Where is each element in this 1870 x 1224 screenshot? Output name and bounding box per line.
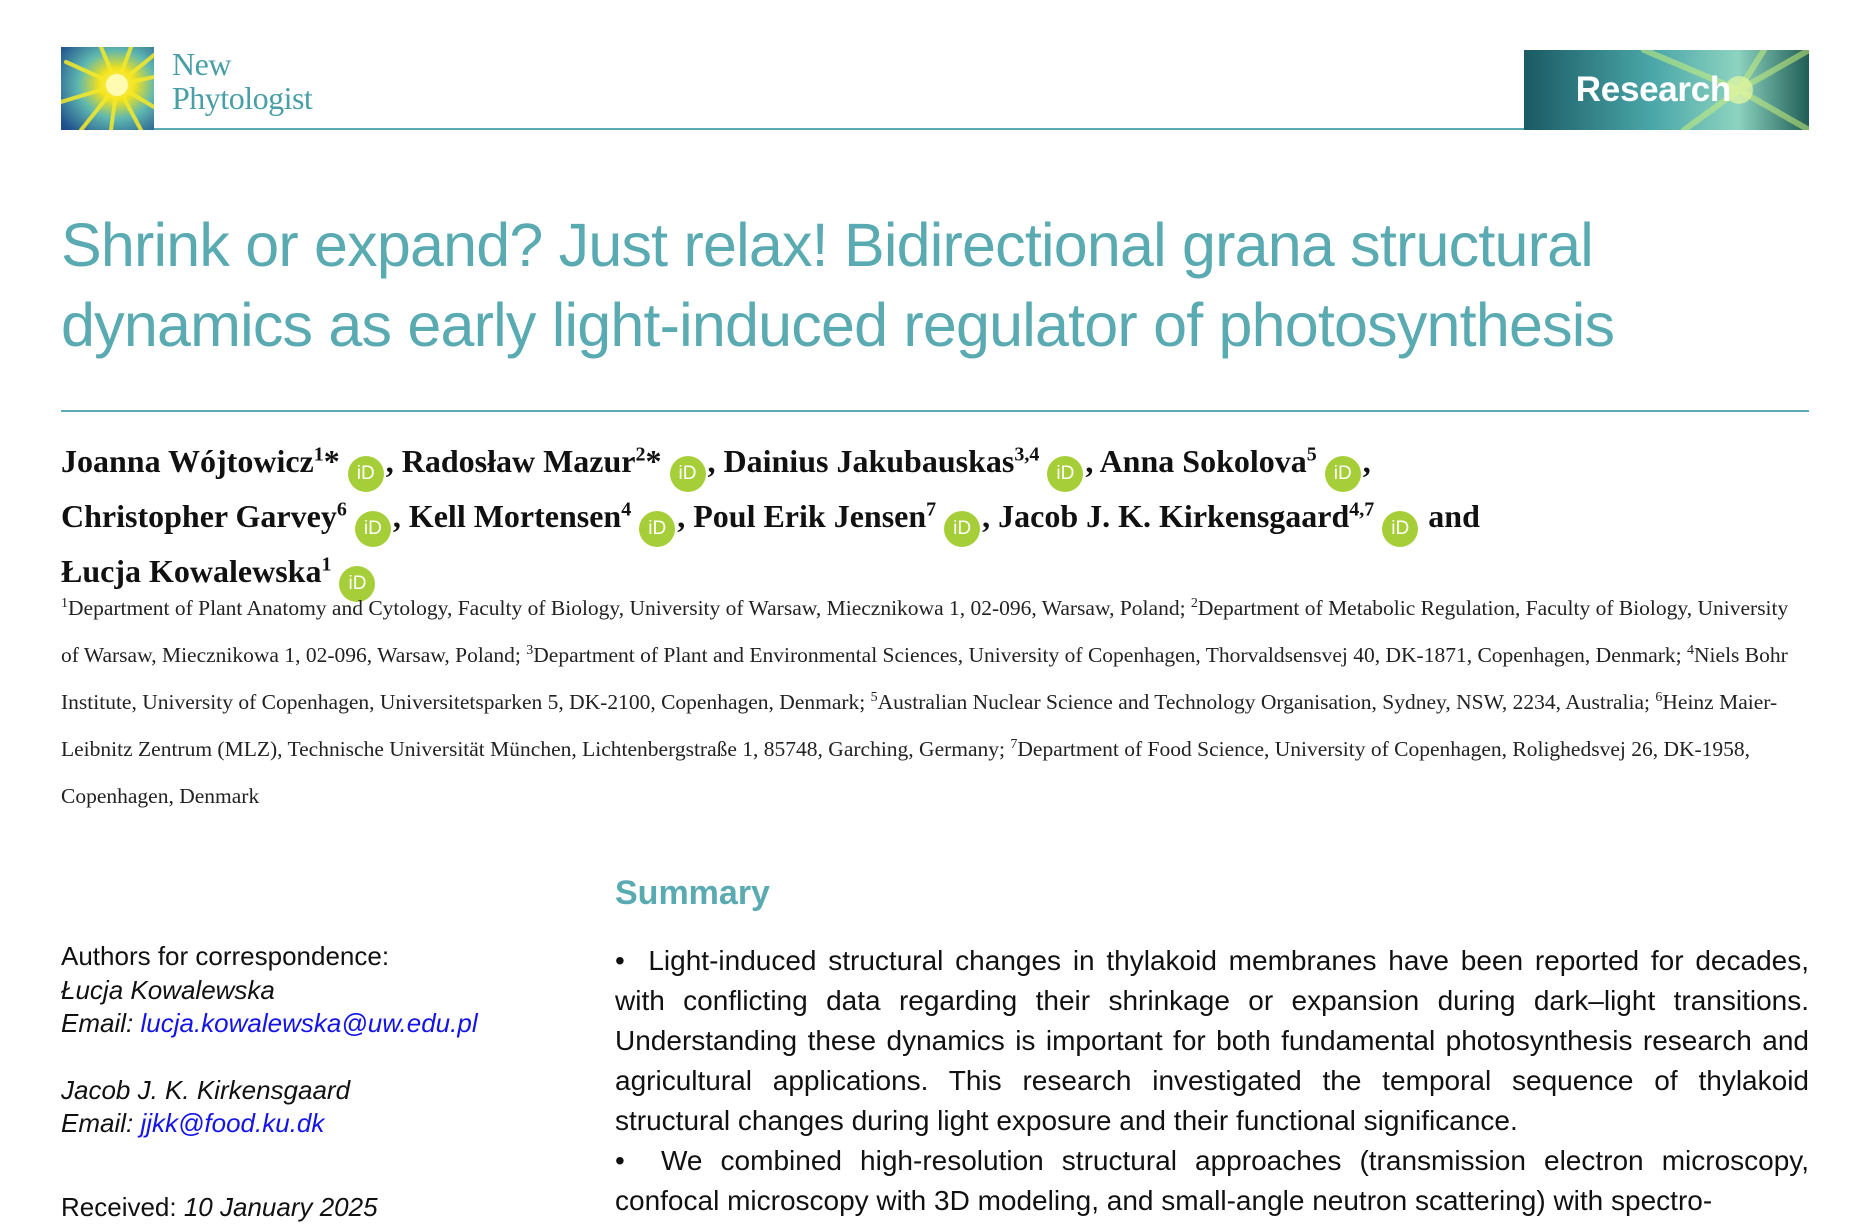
affiliation-number: 4 xyxy=(1687,643,1694,658)
summary-bullet: • Light-induced structural changes in thylakoid membranes have been reported for decades, with conflicting data regarding their shrinkage or expansion during dark–light transitions. Understanding these dynamics is important for both fundamental photosynthesis research and agricultural applications. This research investigated the temporal sequence of thylakoid structural changes during light exposure and their functional significance. xyxy=(615,941,1809,1141)
email-label: Email: xyxy=(61,1008,140,1038)
affiliation-number: 7 xyxy=(1010,737,1017,752)
header-rule xyxy=(154,128,1524,130)
author-name: Dainius Jakubauskas xyxy=(724,443,1015,479)
orcid-icon[interactable]: iD xyxy=(339,566,375,602)
affiliation-text: Department of Plant Anatomy and Cytology, Faculty of Biology, University of Warsaw, Miecznikowa 1, 02-096, Warsaw, Poland; xyxy=(68,596,1191,620)
author-affiliation-number: 1 xyxy=(321,553,331,575)
author-affiliation-number: 2 xyxy=(636,443,646,465)
author-affiliation-number: 4,7 xyxy=(1349,498,1374,520)
orcid-icon[interactable]: iD xyxy=(639,511,675,547)
author-separator: , xyxy=(677,498,693,534)
author-list xyxy=(61,437,1821,602)
author-separator: , xyxy=(1085,443,1099,479)
affiliation-text: Department of Plant and Environmental Sciences, University of Copenhagen, Thorvaldsensvej 40, DK-1871, Copenhagen, Denmark; xyxy=(533,643,1687,667)
correspondence-email-row xyxy=(61,1007,561,1041)
email-link[interactable]: lucja.kowalewska@uw.edu.pl xyxy=(140,1008,477,1038)
author-affiliation-number: 1 xyxy=(314,443,324,465)
article-title: Shrink or expand? Just relax! Bidirectional grana structural dynamics as early light-induced regulator of photosynthesis xyxy=(61,205,1821,365)
email-label: Email: xyxy=(61,1108,140,1138)
author-name: Poul Erik Jensen xyxy=(693,498,926,534)
summary-heading: Summary xyxy=(615,874,770,913)
orcid-icon[interactable]: iD xyxy=(1047,456,1083,492)
author-separator: , xyxy=(982,498,998,534)
affiliation-number: 6 xyxy=(1655,690,1662,705)
corresponding-mark: * xyxy=(324,443,340,479)
journal-name-line1: New xyxy=(172,47,312,81)
author-affiliation-number: 3,4 xyxy=(1014,443,1039,465)
orcid-icon[interactable]: iD xyxy=(1382,511,1418,547)
affiliation-text: Department of Metabolic Regulation, Faculty of Biology, University of Warsaw, Miecznikowa 1, 02-096, Warsaw, Poland; xyxy=(61,596,1788,667)
author-affiliation-number: 4 xyxy=(621,498,631,520)
author-name: Łucja Kowalewska xyxy=(61,553,321,589)
author-affiliation-number: 7 xyxy=(926,498,936,520)
journal-name xyxy=(172,47,312,115)
affiliation-number: 2 xyxy=(1191,596,1198,611)
affiliation-text: Department of Food Science, University of Copenhagen, Rolighedsvej 26, DK-1958, Copenhagen, Denmark xyxy=(61,737,1750,808)
section-badge xyxy=(1524,50,1809,130)
affiliations xyxy=(61,585,1811,820)
author-separator: , xyxy=(393,498,409,534)
author-name: Christopher Garvey xyxy=(61,498,337,534)
correspondence-author: Łucja Kowalewska xyxy=(61,974,561,1008)
author-name: Kell Mortensen xyxy=(409,498,621,534)
affiliation-text: Niels Bohr Institute, University of Copenhagen, Universitetsparken 5, DK-2100, Copenhagen, Denmark; xyxy=(61,643,1788,714)
author-name: Jacob J. K. Kirkensgaard xyxy=(998,498,1349,534)
author-separator: , xyxy=(386,443,402,479)
title-rule xyxy=(61,410,1809,412)
author-name: Anna Sokolova xyxy=(1100,443,1307,479)
summary-bullet: • We combined high-resolution structural approaches (transmission electron microscopy, confocal microscopy with 3D modeling, and small-angle neutron scattering) with spectro- xyxy=(615,1141,1809,1221)
received-label: Received: xyxy=(61,1192,184,1222)
email-link[interactable]: jjkk@food.ku.dk xyxy=(140,1108,324,1138)
author-affiliation-number: 6 xyxy=(337,498,347,520)
section-label: Research xyxy=(1576,70,1731,110)
summary-bullet-text: Light-induced structural changes in thylakoid membranes have been reported for decades, with conflicting data regarding their shrinkage or expansion during dark–light transitions. Understanding these dynamics is important for both fundamental photosynthesis research and agricultural applications. This research investigated the temporal sequence of thylakoid structural changes during light exposure and their functional significance. xyxy=(615,945,1809,1136)
author-name: Joanna Wójtowicz xyxy=(61,443,314,479)
author-affiliation-number: 5 xyxy=(1307,443,1317,465)
orcid-icon[interactable]: iD xyxy=(355,511,391,547)
author-separator: , xyxy=(708,443,724,479)
summary-body xyxy=(615,941,1809,1221)
orcid-icon[interactable]: iD xyxy=(1325,456,1361,492)
affiliation-number: 5 xyxy=(871,690,878,705)
orcid-icon[interactable]: iD xyxy=(348,456,384,492)
author-separator: and xyxy=(1420,498,1480,534)
orcid-icon[interactable]: iD xyxy=(670,456,706,492)
correspondence-author: Jacob J. K. Kirkensgaard xyxy=(61,1074,561,1108)
received-date: 10 January 2025 xyxy=(184,1192,378,1222)
author-name: Radosław Mazur xyxy=(402,443,636,479)
journal-header xyxy=(61,47,1809,130)
affiliation-number: 3 xyxy=(526,643,533,658)
journal-logo-image xyxy=(61,47,154,130)
affiliation-text: Heinz Maier-Leibnitz Zentrum (MLZ), Technische Universität München, Lichtenbergstraße 1, 85748, Garching, Germany; xyxy=(61,690,1777,761)
corresponding-mark: * xyxy=(646,443,662,479)
affiliation-text: Australian Nuclear Science and Technology Organisation, Sydney, NSW, 2234, Australia; xyxy=(878,690,1656,714)
orcid-icon[interactable]: iD xyxy=(944,511,980,547)
summary-bullet-text: We combined high-resolution structural approaches (transmission electron microscopy, confocal microscopy with 3D modeling, and small-angle neutron scattering) with spectro- xyxy=(615,1145,1809,1216)
author-separator: , xyxy=(1363,443,1371,479)
correspondence-email-row xyxy=(61,1107,561,1141)
correspondence-block xyxy=(61,940,561,1224)
received-row xyxy=(61,1191,561,1224)
correspondence-heading: Authors for correspondence: xyxy=(61,940,561,974)
journal-name-line2: Phytologist xyxy=(172,81,312,115)
affiliation-number: 1 xyxy=(61,596,68,611)
